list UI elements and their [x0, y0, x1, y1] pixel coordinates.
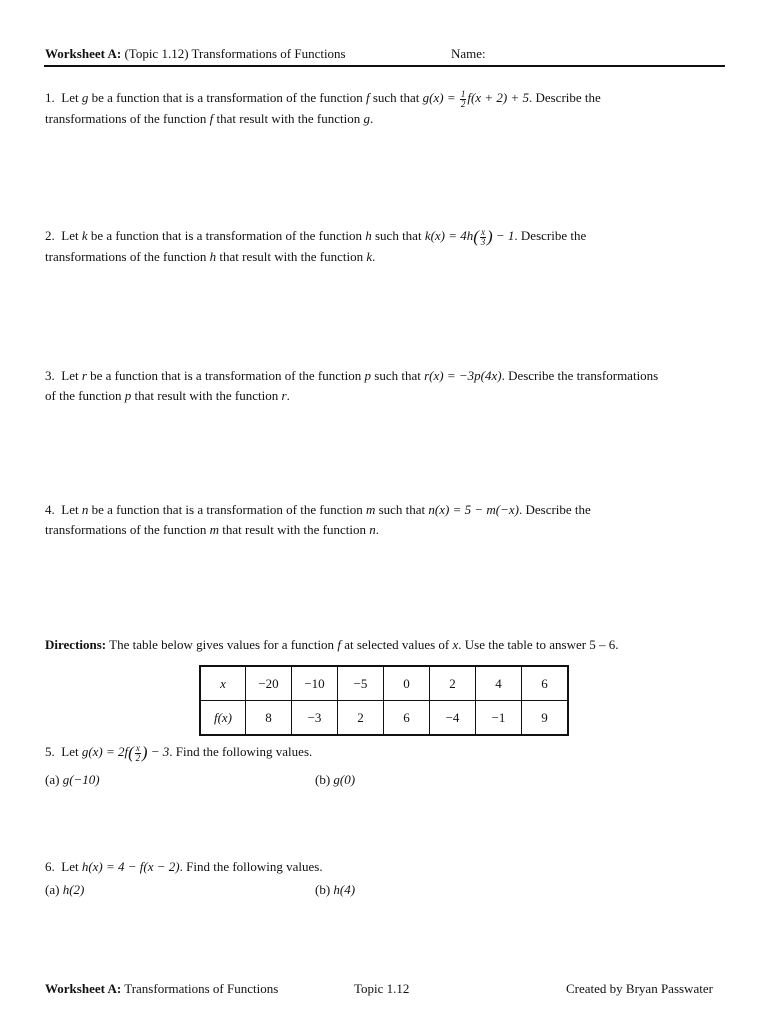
footer-label: Worksheet A:: [45, 981, 122, 996]
question-text: .: [372, 249, 376, 265]
equation: n(x) = 5 − m(−x): [428, 502, 519, 517]
table-cell: 6: [384, 701, 430, 736]
table-cell: −20: [246, 666, 292, 701]
paren-close: ): [141, 743, 148, 763]
table-cell: 6: [522, 666, 569, 701]
fraction-numerator: x: [135, 742, 140, 753]
math-var: f: [209, 110, 214, 126]
directions-text: The table below gives values for a function: [106, 637, 338, 652]
question-number: 2.: [45, 228, 55, 243]
table-cell: 2: [430, 666, 476, 701]
table-cell: −1: [476, 701, 522, 736]
question-text: . Describe the: [514, 228, 587, 243]
q5-part-a: [45, 772, 100, 788]
math-var: r: [81, 368, 87, 383]
footer-text: Transformations of Functions: [121, 981, 279, 996]
math-var: k: [366, 249, 373, 265]
equation-left: k(x) = 4h: [424, 228, 474, 243]
question-3: [45, 366, 725, 406]
fraction-numerator: x: [480, 226, 485, 237]
q6-part-b: [315, 882, 355, 898]
table-cell: 0: [384, 666, 430, 701]
question-number: 4.: [45, 502, 55, 517]
question-text: . Describe the transformations: [501, 368, 659, 383]
question-text: that result with the function: [219, 522, 370, 537]
question-text: .: [369, 110, 374, 126]
fraction-denominator: 3: [480, 236, 486, 247]
header-label: Worksheet A:: [45, 46, 122, 61]
question-number: 5.: [45, 744, 55, 759]
header-title: (Topic 1.12) Transformations of Functions: [121, 46, 346, 61]
equation: h(x) = 4 − f(x − 2): [81, 859, 180, 874]
question-2: [45, 226, 725, 267]
directions-text: at selected values of: [340, 637, 453, 652]
question-text: such that: [369, 90, 423, 105]
math-var: h: [209, 249, 217, 265]
question-text: .: [286, 388, 290, 403]
table-row-fx: [200, 701, 568, 736]
math-var: h: [365, 228, 372, 243]
question-text: . Find the following values.: [169, 744, 313, 759]
question-text: transformations of the function: [45, 249, 210, 265]
fraction: [135, 744, 141, 763]
question-text: be a function that is a transformation of the function: [88, 502, 366, 517]
equation-right: f(x + 2) + 5: [467, 90, 529, 105]
question-text: . Describe the: [528, 90, 601, 105]
equation: [424, 226, 515, 247]
footer-topic: Topic 1.12: [354, 981, 410, 996]
question-6: [45, 857, 725, 877]
math-var: f: [365, 90, 370, 105]
equation-left: g(x) =: [422, 90, 459, 105]
question-text: that result with the function: [216, 249, 367, 265]
fraction-denominator: 2: [135, 752, 141, 763]
directions: [45, 637, 725, 653]
function-values-table: [199, 665, 569, 736]
directions-label: Directions:: [45, 637, 107, 652]
part-expression: h(2): [62, 882, 85, 897]
table-cell: 8: [246, 701, 292, 736]
question-text: be a function that is a transformation of the function: [87, 228, 366, 243]
part-label: (a): [45, 882, 63, 897]
paren-open: (: [128, 743, 134, 763]
question-text: that result with the function: [213, 110, 364, 126]
math-var: k: [81, 228, 88, 243]
table-cell: −4: [430, 701, 476, 736]
math-var: p: [364, 368, 372, 383]
paren-open: (: [473, 227, 479, 247]
question-text: Let: [61, 859, 82, 874]
question-text: . Describe the: [518, 502, 591, 517]
q5-part-b: [315, 772, 355, 788]
fraction-denominator: 2: [460, 98, 466, 109]
question-text: . Find the following values.: [179, 859, 323, 874]
equation-left: g(x) = 2f: [81, 744, 129, 759]
part-label: (a): [45, 772, 63, 787]
table-cell: 4: [476, 666, 522, 701]
question-text: such that: [375, 502, 429, 517]
question-text: be a function that is a transformation of the function: [88, 90, 366, 105]
question-text: such that: [371, 368, 425, 383]
question-text: such that: [371, 228, 425, 243]
math-var: r: [281, 388, 287, 403]
question-4: [45, 500, 725, 540]
row-label-x: x: [200, 666, 246, 701]
worksheet-header: [45, 46, 346, 62]
question-text: that result with the function: [131, 388, 282, 403]
part-label: (b): [315, 772, 334, 787]
table-cell: −3: [292, 701, 338, 736]
footer-author: Created by Bryan Passwater: [566, 981, 713, 996]
question-text: Let: [61, 90, 82, 105]
table-row-x: [200, 666, 568, 701]
math-var: n: [369, 522, 376, 537]
question-number: 1.: [45, 90, 55, 105]
question-text: be a function that is a transformation of the function: [86, 368, 365, 383]
math-var: x: [452, 637, 459, 652]
math-var: m: [365, 502, 376, 517]
equation: [81, 742, 170, 763]
table-cell: 9: [522, 701, 569, 736]
part-expression: h(4): [333, 882, 356, 897]
part-expression: g(0): [333, 772, 356, 787]
equation-right: − 1: [492, 228, 515, 243]
equation: [422, 88, 529, 109]
header-rule: [44, 65, 725, 67]
fraction: [480, 228, 486, 247]
question-text: transformations of the function: [45, 110, 210, 126]
math-var: m: [209, 522, 220, 537]
fraction-numerator: 1: [460, 88, 466, 99]
question-text: Let: [61, 368, 82, 383]
math-var: g: [81, 90, 89, 105]
footer-title: [45, 981, 278, 997]
math-var: n: [81, 502, 89, 517]
question-text: Let: [61, 228, 82, 243]
question-number: 6.: [45, 859, 55, 874]
equation-right: − 3: [147, 744, 170, 759]
row-label-fx: f(x): [200, 701, 246, 736]
question-text: of the function: [45, 388, 125, 403]
part-expression: g(−10): [62, 772, 100, 787]
paren-close: ): [486, 227, 493, 247]
fraction: [460, 90, 467, 109]
question-number: 3.: [45, 368, 55, 383]
math-var: p: [124, 388, 132, 403]
q6-part-a: [45, 882, 84, 898]
equation: r(x) = −3p(4x): [424, 368, 502, 383]
table-cell: 2: [338, 701, 384, 736]
question-text: .: [375, 522, 379, 537]
question-text: transformations of the function: [45, 522, 210, 537]
table-cell: −10: [292, 666, 338, 701]
question-text: Let: [61, 502, 82, 517]
math-var: f: [337, 637, 341, 652]
math-var: g: [363, 110, 370, 126]
question-1: [45, 88, 725, 129]
part-label: (b): [315, 882, 334, 897]
directions-text: . Use the table to answer 5 – 6.: [458, 637, 619, 652]
question-text: Let: [61, 744, 82, 759]
question-5: [45, 742, 725, 763]
table-cell: −5: [338, 666, 384, 701]
name-label: Name:: [451, 46, 486, 61]
